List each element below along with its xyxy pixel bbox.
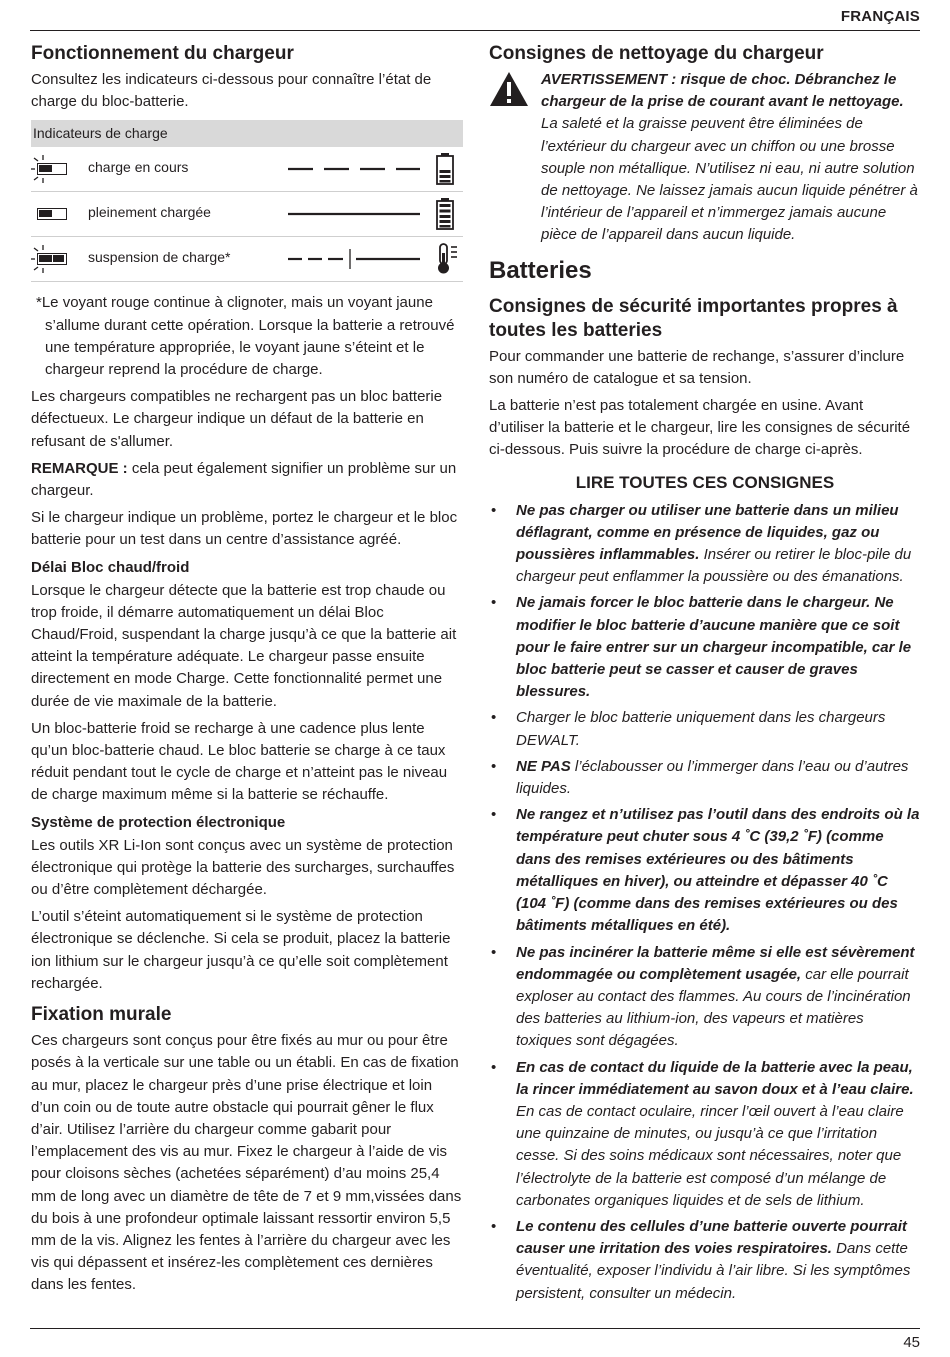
warning-block (489, 69, 921, 247)
subheading-electronic-protection: Système de protection électronique (31, 813, 286, 831)
footer-rule (30, 1328, 920, 1329)
remarque-text: cela peut également signifier un problème sur un chargeur. (31, 459, 457, 500)
list-item: • Le contenu des cellules d’une batterie ouverte pourrait causer une irritation des voies respiratoires. Dans cette éventualité, exposer l’individu à l’air libre. Si les symptômes persistent, consulter un médecin. (489, 1216, 921, 1305)
list-item: • NE PAS l’éclabousser ou l’immerger dans l’eau ou d’autres liquides. (489, 756, 921, 800)
left-column (31, 40, 463, 1302)
battery-safety-title: Consignes de sécurité importantes propres à toutes les batteries (489, 295, 898, 341)
hot-cold-delay-text-2: Un bloc-batterie froid se recharge à une cadence plus lente qu’un bloc-batterie chaud. Le bloc batterie se charge à ce taux réduit pendant tout le cycle de charge et n’atteint pas le niveau de charge maximum même si la batterie se réchauffe. (31, 719, 448, 804)
right-column (489, 40, 921, 1309)
remarque-paragraph (31, 458, 463, 502)
safety-bullet-list (489, 500, 921, 1305)
thermometer-icon (436, 243, 460, 275)
warning-detail: La saleté et la graisse peuvent être éliminées de l’extérieur du chargeur avec un chiffon ou une brosse souple non métallique. N’utilisez ni eau, ni autre solution de nettoyage. Ne laissez jamais aucun liquide pénétrer à l’intérieur de l’appareil et n’immergez jamais aucune pièce de l’appareil dans aucun liquide. (541, 115, 918, 244)
wall-mounting-text: Ces chargeurs sont conçus pour être fixés au mur ou pour être posés à la verticale sur une table ou un établi. En cas de fixation au mur, placez le chargeur près d’une prise électrique et loin d’un coin ou de toute autre obstacle qui pourrait gêner le flux d’air. Utilisez l’arrière du chargeur comme gabarit pour l’emplacement des vis au mur. Fixez le chargeur à l’aide de vis pour cloisons sèches (achetées séparément) d’au moins 25,4 mm de long avec un diamètre de tête de 7 et 9 mm,vissées dans du bois à une profondeur optimale laissant ressortir environ 5,5 mm de la vis. Alignez les fentes à l’arrière du chargeur avec les vis qui dépassent et insérez-les complètement ces dernières dans les fentes. (31, 1032, 462, 1294)
warning-bold: AVERTISSEMENT : risque de choc. Débranchez le chargeur de la prise de courant avant le nettoyage. (541, 71, 904, 111)
solid-line-pattern-icon (288, 204, 420, 224)
row-label-charge-suspended: suspension de charge* (88, 249, 231, 266)
row-label-fully-charged: pleinement chargée (88, 204, 211, 221)
remarque-label: REMARQUE : (31, 459, 128, 477)
electronic-protection-text-1: Les outils XR Li-Ion sont conçus avec un système de protection électronique qui protège la batterie des surcharges, surchauffes ou d’être complètement déchargée. (31, 836, 455, 899)
table-header: Indicateurs de charge (31, 120, 463, 147)
led-red-yellow-icon (37, 253, 67, 265)
footnote: *Le voyant rouge continue à clignoter, mais un voyant jaune s’allume durant cette opération. Lorsque la batterie a retrouvé une température appropriée, le voyant jaune s’éteint et le chargeur reprend la procédure de charge. (36, 294, 455, 379)
list-item: • Ne rangez et n’utilisez pas l’outil dans des endroits où la température peut chuter sous 4 ˚C (39,2 ˚F) (comme dans des remises extérieures ou des bâtiments métalliques en hiver), ou atteindre et dépasser 40 ˚C (104 ˚F) (comme dans des remises extérieures ou des bâtiments métalliques en été). (489, 804, 921, 937)
led-red-solid-icon (37, 208, 67, 220)
page-number: 45 (903, 1334, 920, 1351)
row-label-charging: charge en cours (88, 159, 189, 176)
list-item: • Charger le bloc batterie uniquement dans les chargeurs DEWALT. (489, 707, 921, 751)
dash-solid-pattern-icon (288, 249, 420, 269)
list-item: • Ne pas incinérer la batterie même si elle est sévèrement endommagée ou complètement usagée, car elle pourrait exploser au contact des flammes. Au cours de l’incinération des batteries au lithium-ion, des vapeurs et matières toxiques sont dégagées. (489, 942, 921, 1053)
battery-full-icon (436, 198, 454, 230)
warning-triangle-icon (489, 71, 529, 107)
list-item: • Ne jamais forcer le bloc batterie dans le chargeur. Ne modifier le bloc batterie d’aucune manière que ce soit pour le faire entrer sur un chargeur incompatible, car le bloc batterie peut se casser et causer de graves blessures. (489, 592, 921, 703)
read-all-instructions: LIRE TOUTES CES CONSIGNES (575, 472, 835, 492)
hot-cold-delay-text-1: Lorsque le chargeur détecte que la batterie est trop chaude ou trop froide, il démarre automatiquement un délai Bloc Chaud/Froid, suspendant la charge jusqu’à ce que la batterie ait atteint la température adéquate. Le chargeur passe ensuite directement en mode Charge. Cette fonctionnalité permet une durée de vie maximale de la batterie. (31, 581, 457, 710)
battery-charging-icon (436, 153, 454, 185)
charger-intro: Consultez les indicateurs ci-dessous pour connaître l’état de charge du bloc-batterie. (31, 71, 432, 111)
table-row (31, 237, 463, 282)
charge-indicators-table (31, 120, 463, 282)
table-row (31, 192, 463, 237)
battery-not-charged-text: La batterie n’est pas totalement chargée en usine. Avant d’utiliser la batterie et le chargeur, lire les consignes de sécurité ci-dessous. Puis suivre la procédure de charge ci-après. (489, 397, 911, 459)
compatible-chargers-text: Les chargeurs compatibles ne rechargent pas un bloc batterie défectueux. Le chargeur indique un défaut de la batterie en refusant de s'allumer. (31, 388, 443, 450)
section-title-wall-mounting: Fixation murale (31, 1004, 172, 1026)
list-item: • En cas de contact du liquide de la batterie avec la peau, la rincer immédiatement au savon doux et à l’eau claire. En cas de contact oculaire, rincer l’œil ouvert à l’eau claire une quinzaine de minutes, ou jusqu’à ce que l’irritation cesse. Si des soins médicaux sont nécessaires, noter que l’électrolyte de la batterie est composé d’un mélange de carbonates organiques liquides et de sels de lithium. (489, 1057, 921, 1212)
electronic-protection-text-2: L’outil s’éteint automatiquement si le système de protection électronique se déclenche. Si cela se produit, placez la batterie ion lithium sur le chargeur jusqu’à ce qu’elle soit complètement rechargée. (31, 908, 451, 992)
battery-order-text: Pour commander une batterie de rechange, s’assurer d’inclure son numéro de catalogue et sa tension. (489, 347, 905, 387)
language-header: FRANÇAIS (840, 8, 920, 25)
problem-text: Si le chargeur indique un problème, portez le chargeur et le bloc batterie pour un test dans un centre d’assistance agréé. (31, 509, 458, 549)
led-red-blinking-icon (37, 163, 67, 175)
batteries-title: Batteries (489, 256, 592, 284)
dashed-pattern-icon (288, 159, 420, 179)
section-title-charger-operation: Fonctionnement du chargeur (31, 43, 294, 64)
subheading-hot-cold-delay: Délai Bloc chaud/froid (31, 558, 190, 576)
section-title-cleaning: Consignes de nettoyage du chargeur (489, 43, 824, 64)
header-rule (30, 30, 920, 31)
list-item: • Ne pas charger ou utiliser une batterie dans un milieu déflagrant, comme en présence de liquides, gaz ou poussières inflammables. Insérer ou retirer le bloc-pile du chargeur peut enflammer la poussière ou des émanations. (489, 500, 921, 589)
table-row (31, 147, 463, 192)
warning-text (541, 69, 921, 247)
